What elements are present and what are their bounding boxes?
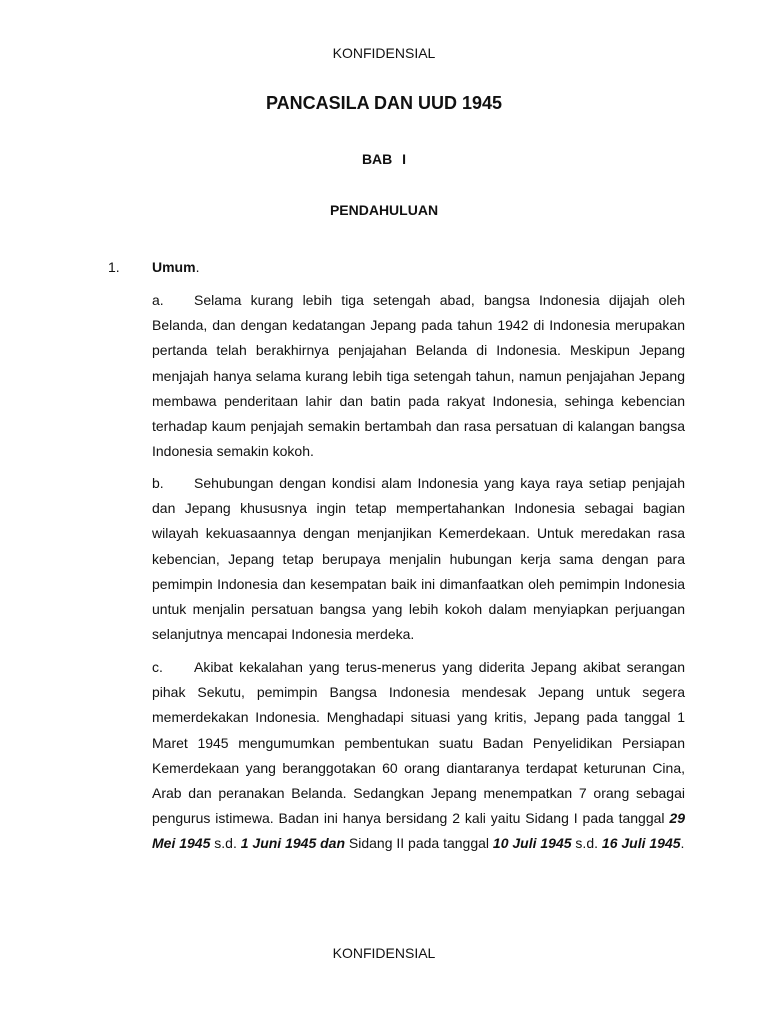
section-number: 1. — [108, 259, 120, 275]
page-header: KONFIDENSIAL — [332, 45, 436, 61]
chapter-heading: BAB I — [361, 151, 407, 167]
paragraph-text: s.d. — [571, 835, 602, 852]
paragraph-text: Sehubungan dengan kondisi alam Indonesia yang kaya raya setiap penjajah dan Jepang khususnya ingin tetap mempertahankan Indonesia sebagai bagian wilayah kekuasaannya dengan menjanjikan Kemerdekaan. Untuk meredakan rasa kebencian, Jepang tetap berupaya menjalin hubungan kerja sama dengan para pemimpin Indonesia dan kesempatan baik ini dimanfaatkan oleh pemimpin Indonesia untuk menjalin persatuan bangsa yang lebih kokoh dalam menyiapkan perjuangan selanjutnya mencapai Indonesia merdeka. — [152, 475, 685, 643]
date-sidang-2-end: 16 Juli 1945 — [601, 835, 681, 852]
paragraph-label: a. — [152, 292, 164, 308]
paragraph-c — [152, 655, 685, 857]
page-footer: KONFIDENSIAL — [332, 945, 436, 961]
date-sidang-1-start: 29 Mei 1945 — [152, 810, 685, 852]
section-heading — [108, 259, 199, 275]
paragraph-text: Akibat kekalahan yang terus-menerus yang diderita Jepang akibat serangan pihak Sekutu, pemimpin Bangsa Indonesia mendesak Jepang untuk segera memerdekakan Indonesia. Menghadapi situasi yang kritis, Jepang pada tanggal 1 Maret 1945 mengumumkan pembentukan suatu Badan Penyelidikan Persiapan Kemerdekaan yang beranggotakan 60 orang diantaranya terdapat keturunan Cina, Arab dan peranakan Belanda. Sedangkan Jepang menempatkan 7 orang sebagai pengurus istimewa. Badan ini hanya bersidang 2 kali yaitu Sidang I pada tanggal — [152, 659, 685, 827]
paragraph-label: b. — [152, 475, 164, 491]
paragraph-text: . — [680, 835, 685, 852]
date-sidang-1-end: 1 Juni 1945 dan — [240, 835, 346, 852]
paragraph-text: s.d. — [210, 835, 241, 852]
paragraph-text: Selama kurang lebih tiga setengah abad, bangsa Indonesia dijajah oleh Belanda, dan dengan kedatangan Jepang pada tahun 1942 di Indonesia merupakan pertanda telah berakhirnya penjajahan Belanda di Indonesia. Meskipun Jepang menjajah hanya selama kurang lebih tiga setengah tahun, namun penjajahan Jepang membawa penderitaan lahir dan batin pada rakyat Indonesia, sehinga kebencian terhadap kaum penjajah semakin bertambah dan rasa persatuan di kalangan bangsa Indonesia semakin kokoh. — [152, 292, 685, 460]
section-title: Umum — [152, 259, 196, 275]
section-title-suffix: . — [195, 259, 200, 275]
date-sidang-2-start: 10 Juli 1945 — [492, 835, 572, 852]
paragraph-label: c. — [152, 659, 163, 675]
paragraph-a — [152, 288, 685, 464]
paragraph-text: Sidang II pada tanggal — [345, 835, 493, 852]
paragraph-b — [152, 471, 685, 647]
chapter-subtitle: PENDAHULUAN — [329, 202, 439, 218]
document-title: PANCASILA DAN UUD 1945 — [265, 93, 503, 113]
